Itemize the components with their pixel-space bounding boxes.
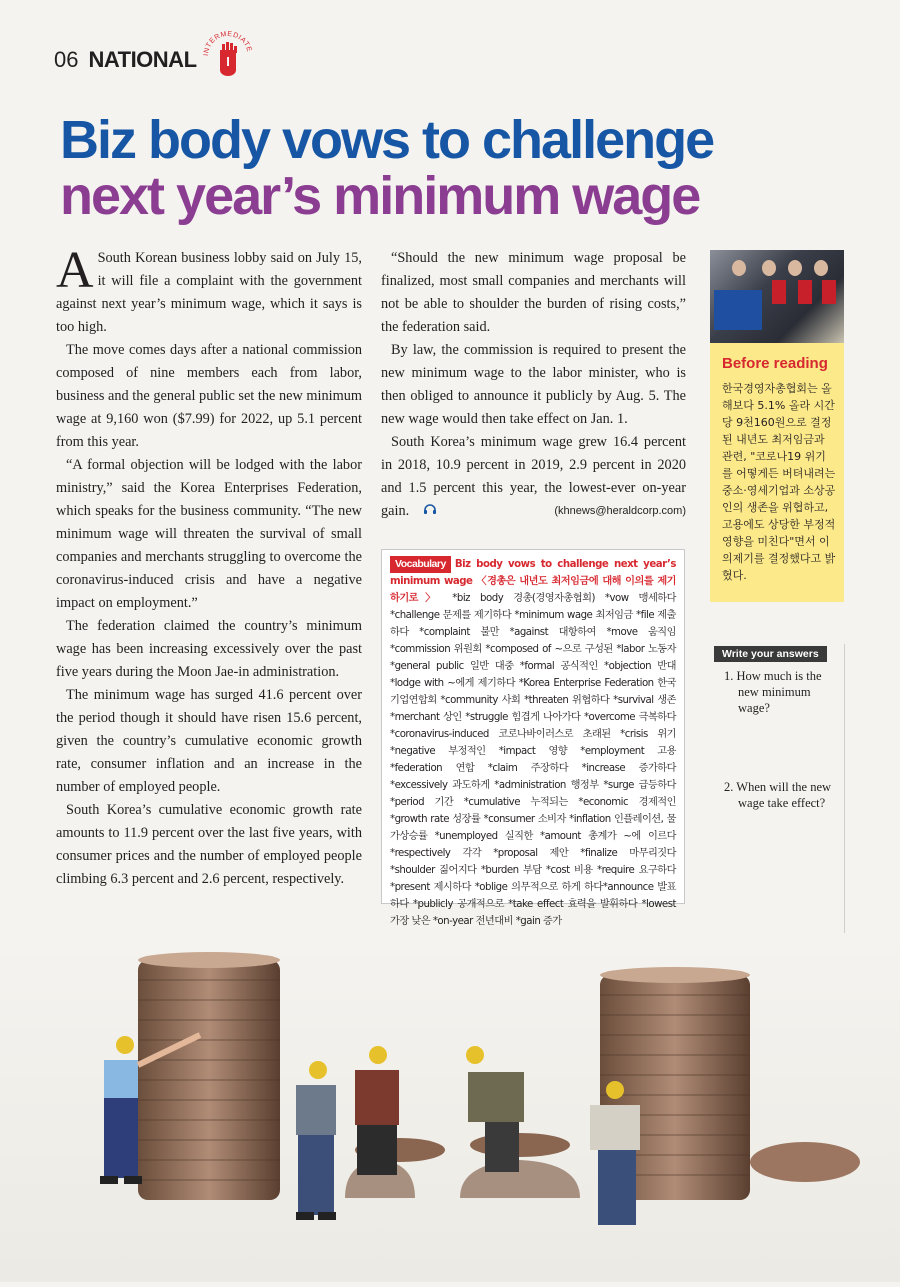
article-paragraph: “A formal objection will be lodged with the labor ministry,” said the Korea Enterprises Federation, which speaks for the business community. “The new minimum wage will threaten the survival of small companies and merchants struggling to overcome the coronavirus-induced crisis and have a negative impact on employment.”	[56, 457, 362, 611]
vocabulary-tag: Vocabulary	[390, 556, 451, 573]
article-paragraph: South Korea’s cumulative economic growth rate amounts to 11.9 percent over the last five years, with consumer prices and the number of employed people climbing 6.3 percent and 2.6 percent, respectively.	[56, 802, 362, 887]
protest-photo	[710, 250, 844, 343]
vocabulary-title-korean: 〈경총은 내년도 최저임금에 대해 이의를 제기하기로〉	[390, 576, 676, 604]
article-paragraph: By law, the commission is required to present the new minimum wage to the labor minister, who is then obliged to announce it publicly by Aug. 5. The new wage would then take effect on Jan. 1.	[381, 342, 686, 427]
question-2: 2. When will the new wage take effect?	[724, 780, 832, 810]
headline-line-2: next year’s minimum wage	[60, 166, 700, 226]
drop-cap: A	[56, 242, 94, 299]
page-number: 06	[54, 47, 79, 72]
headline	[60, 112, 860, 224]
level-label: INTERMEDIATE	[202, 30, 253, 57]
article-paragraph: The federation claimed the country’s minimum wage has been increasing excessively over the past five years during the Moon Jae-in administration.	[56, 618, 362, 680]
write-your-answers-box	[710, 644, 845, 933]
before-reading-title: Before reading	[722, 355, 828, 372]
article-column-1	[56, 242, 362, 891]
article-paragraph: A South Korean business lobby said on July 15, it will file a complaint with the government against next year’s minimum wage, which it says is too high.	[56, 242, 362, 335]
article-paragraph: South Korea’s minimum wage grew 16.4 percent in 2018, 10.9 percent in 2019, 2.9 percent in 2020 and 1.5 percent this year, the lowest-ever on-year gain. (khnews@heraldcorp.com)	[381, 431, 686, 523]
answers-tab: Write your answers	[714, 646, 827, 662]
section-title: NATIONAL	[88, 47, 197, 72]
headline-line-1: Biz body vows to challenge	[60, 110, 714, 170]
byline: (khnews@heraldcorp.com)	[554, 505, 686, 517]
level-badge-icon	[200, 22, 256, 78]
before-reading-text: 한국경영자총협회는 올해보다 5.1% 올라 시간당 9천160원으로 결정된 내년도 최저임금과 관련, "코로나19 위기를 어떻게든 버텨내려는 중소·영세기업과 소상공인의 생존을 위협하고, 고용에도 상당한 부정적 영향을 미친다"면서 이의제기를 결정했다고 밝혔다.	[722, 382, 836, 582]
article-paragraph: The move comes days after a national commission composed of nine members each from labor, business and the general public set the new minimum wage at 9,160 won ($7.99) for 2022, up 5.1 percent from this year.	[56, 342, 362, 450]
before-reading-box	[710, 250, 844, 602]
headphones-icon[interactable]	[413, 500, 437, 523]
article-paragraph: “Should the new minimum wage proposal be finalized, most small companies and merchants will not be able to shoulder the burden of rising costs,” the federation said.	[381, 250, 686, 335]
coins-workers-photo	[0, 940, 900, 1282]
protest-banner	[714, 290, 762, 330]
vocabulary-box	[381, 549, 685, 927]
article-paragraph: The minimum wage has surged 41.6 percent over the period though it should have risen 15.6 percent, given the country’s cumulative economic growth rate, consumer inflation and an increase in the number of employed people.	[56, 687, 362, 795]
article-column-2	[381, 247, 686, 523]
svg-text:I: I	[226, 54, 230, 69]
question-1: 1. How much is the new minimum wage?	[724, 669, 822, 715]
page-header	[54, 44, 197, 76]
vocabulary-title: Biz body vows to challenge next year’s minimum wage	[390, 559, 676, 587]
vocabulary-list: *biz body 경총(경영자총협회) *vow 맹세하다 *challenge 문제를 제기하다 *minimum wage 최저임금 *file 제출하다 *complaint 불만 *against 대항하여 *move 움직임 *commission 위원회 *composed of ~으로 구성된 *labor 노동자 *general public 일반 대중 *formal 공식적인 *objection 반대 *lodge with ~에게 제기하다 *Korea Enterprise Federation 한국기업연합회 *community 사회 *threaten 위협하다 *survival 생존 *merchant 상인 *struggle 힘겹게 나아가다 *overcome 극복하다 *coronavirus-induced 코로나바이러스로 초래된 *crisis 위기 *negative 부정적인 *impact 영향 *employment 고용 *federation 연합 *claim 주장하다 *increase 증가하다 *excessively 과도하게 *administration 행정부 *surge 급등하다 *period 기간 *cumulative 누적되는 *economic 경제적인 *growth rate 성장률 *consumer 소비자 *inflation 인플레이션, 물가상승률 *unemployed 실직한 *amount 총계가 ~에 이르다 *respectively 각각 *proposal 제안 *finalize 마무리짓다 *shoulder 짊어지다 *burden 부담 *cost 비용 *require 요구하다 *present 제시하다 *oblige 의무적으로 하게 하다*announce 발표하다 *publicly 공개적으로 *take effect 효력을 발휘하다 *lowest 가장 낮은 *on-year 전년대비 *gain 증가	[390, 593, 676, 927]
